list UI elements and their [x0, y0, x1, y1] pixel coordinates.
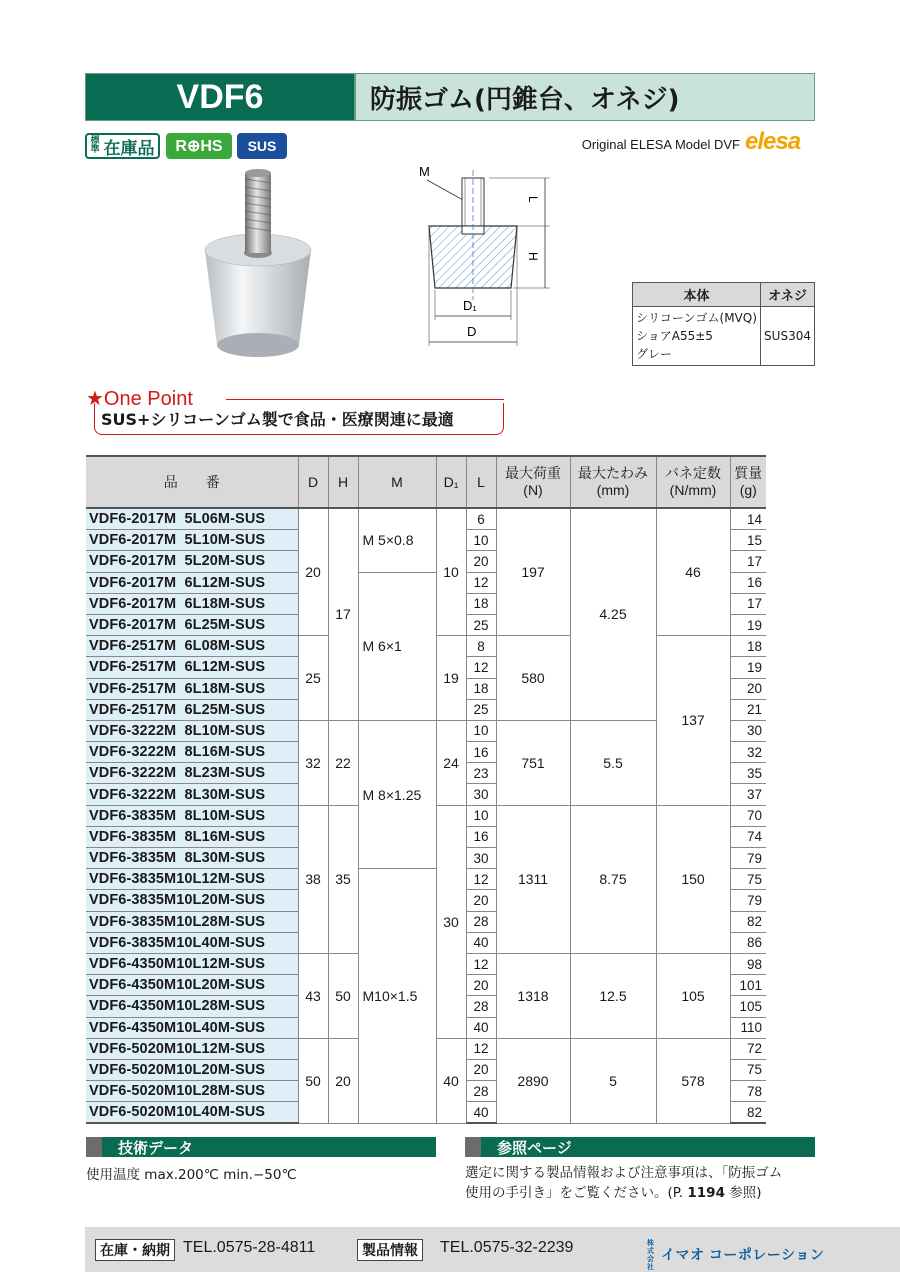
page-title: 防振ゴム(円錐台、オネジ) [355, 73, 815, 121]
cell-mass: 82 [730, 1102, 766, 1124]
company-name: イマオ コーポレーション [661, 1246, 825, 1263]
material-header-screw: オネジ [761, 283, 815, 307]
cell-part-number: VDF6-3222M 8L10M-SUS [86, 720, 298, 741]
cell-mass: 86 [730, 932, 766, 953]
cell-mass: 20 [730, 678, 766, 699]
col-header-h: H [328, 456, 358, 508]
col-header-d: D [298, 456, 328, 508]
cell-part-number: VDF6-3222M 8L16M-SUS [86, 742, 298, 763]
reference-line-2-text: 使用の手引き」をご覧ください。(P. [465, 1185, 688, 1201]
col-header-d1: D₁ [436, 456, 466, 508]
cell-part-number: VDF6-4350M10L12M-SUS [86, 953, 298, 974]
cell-l: 12 [466, 1038, 496, 1059]
material-table [632, 282, 815, 366]
cell-l: 16 [466, 742, 496, 763]
cell-part-number: VDF6-2517M 6L25M-SUS [86, 699, 298, 720]
col-header-spring-constant: バネ定数 (N/mm) [656, 456, 730, 508]
footer [85, 1227, 900, 1272]
material-body-line: ショアA55±5 [636, 329, 713, 343]
cell-part-number: VDF6-2017M 5L20M-SUS [86, 551, 298, 572]
cell-mass: 75 [730, 1059, 766, 1080]
cell-mass: 15 [730, 530, 766, 551]
cell-part-number: VDF6-5020M10L28M-SUS [86, 1081, 298, 1102]
col-header-max-load: 最大荷重 (N) [496, 456, 570, 508]
standard-stock-label: 在庫品 [103, 138, 155, 159]
cell-d1: 30 [436, 805, 466, 1038]
col-header-l: L [466, 456, 496, 508]
cell-mass: 79 [730, 848, 766, 869]
reference-heading [465, 1137, 815, 1157]
cell-l: 20 [466, 1059, 496, 1080]
cell-d1: 10 [436, 508, 466, 636]
tech-data-text: 使用温度 max.200℃ min.−50℃ [86, 1167, 297, 1183]
one-point-rule [226, 399, 504, 400]
cell-h: 35 [328, 805, 358, 953]
reference-text [465, 1163, 820, 1203]
cell-mass: 17 [730, 551, 766, 572]
product-code: VDF6 [85, 73, 355, 121]
cell-max-load: 1318 [496, 953, 570, 1038]
tech-data-heading [86, 1137, 436, 1157]
label-l: L [526, 196, 540, 203]
cell-mass: 18 [730, 636, 766, 657]
origin-text: Original ELESA Model DVF [581, 137, 740, 152]
label-h: H [526, 252, 540, 261]
elesa-logo: elesa [745, 128, 801, 155]
cell-l: 16 [466, 826, 496, 847]
cell-mass: 30 [730, 720, 766, 741]
cell-part-number: VDF6-3835M10L12M-SUS [86, 869, 298, 890]
cell-mass: 72 [730, 1038, 766, 1059]
cell-d: 38 [298, 805, 328, 953]
cell-mass: 101 [730, 975, 766, 996]
cell-d1: 40 [436, 1038, 466, 1123]
cell-part-number: VDF6-2517M 6L18M-SUS [86, 678, 298, 699]
cell-l: 25 [466, 699, 496, 720]
cell-l: 20 [466, 551, 496, 572]
cell-max-load: 580 [496, 636, 570, 721]
reference-page-link[interactable]: 1194 [687, 1185, 725, 1201]
tech-data-heading-text: 技術データ [118, 1138, 194, 1157]
cell-thread-m: M 6×1 [358, 572, 436, 720]
material-screw: SUS304 [761, 307, 815, 366]
cell-d: 43 [298, 953, 328, 1038]
cell-mass: 82 [730, 911, 766, 932]
cell-l: 25 [466, 614, 496, 635]
cell-l: 40 [466, 1017, 496, 1038]
cell-part-number: VDF6-5020M10L40M-SUS [86, 1102, 298, 1124]
reference-heading-text: 参照ページ [497, 1138, 572, 1157]
cell-max-deflection: 5 [570, 1038, 656, 1123]
col-header-m: M [358, 456, 436, 508]
cell-part-number: VDF6-2517M 6L12M-SUS [86, 657, 298, 678]
cell-max-deflection: 5.5 [570, 720, 656, 805]
table-row [86, 508, 766, 530]
cell-part-number: VDF6-3835M 8L16M-SUS [86, 826, 298, 847]
cell-h: 50 [328, 953, 358, 1038]
cell-part-number: VDF6-4350M10L28M-SUS [86, 996, 298, 1017]
cell-d1: 24 [436, 720, 466, 805]
label-d1: D₁ [463, 298, 477, 313]
cell-l: 12 [466, 953, 496, 974]
cell-mass: 70 [730, 805, 766, 826]
info-tel[interactable]: TEL.0575-32-2239 [440, 1239, 574, 1256]
cell-l: 6 [466, 508, 496, 530]
cell-max-load: 1311 [496, 805, 570, 953]
standard-small-label: 標準 [90, 136, 100, 155]
cell-l: 10 [466, 805, 496, 826]
cell-l: 28 [466, 1081, 496, 1102]
cell-l: 40 [466, 1102, 496, 1124]
cell-thread-m: M10×1.5 [358, 869, 436, 1124]
cell-part-number: VDF6-5020M10L20M-SUS [86, 1059, 298, 1080]
cell-part-number: VDF6-4350M10L20M-SUS [86, 975, 298, 996]
cell-l: 20 [466, 890, 496, 911]
stock-tel[interactable]: TEL.0575-28-4811 [183, 1239, 316, 1256]
cell-l: 12 [466, 572, 496, 593]
material-header-body: 本体 [633, 283, 761, 307]
cell-d: 20 [298, 508, 328, 636]
cell-part-number: VDF6-4350M10L40M-SUS [86, 1017, 298, 1038]
cell-mass: 37 [730, 784, 766, 805]
label-m: M [419, 164, 430, 179]
company-logo [647, 1240, 824, 1272]
cell-mass: 35 [730, 763, 766, 784]
cell-mass: 105 [730, 996, 766, 1017]
info-label: 製品情報 [357, 1239, 423, 1261]
col-header-mass: 質量 (g) [730, 456, 766, 508]
cell-part-number: VDF6-3835M 8L30M-SUS [86, 848, 298, 869]
cell-spring-constant: 105 [656, 953, 730, 1038]
cell-l: 28 [466, 996, 496, 1017]
cell-mass: 110 [730, 1017, 766, 1038]
cell-max-load: 2890 [496, 1038, 570, 1123]
cell-mass: 75 [730, 869, 766, 890]
cell-max-deflection: 12.5 [570, 953, 656, 1038]
cell-h: 22 [328, 720, 358, 805]
cell-spring-constant: 578 [656, 1038, 730, 1123]
reference-line-1: 選定に関する製品情報および注意事項は、「防振ゴム [465, 1165, 783, 1181]
stock-label: 在庫・納期 [95, 1239, 175, 1261]
cell-mass: 19 [730, 657, 766, 678]
cell-part-number: VDF6-2017M 6L25M-SUS [86, 614, 298, 635]
cell-l: 40 [466, 932, 496, 953]
cell-mass: 79 [730, 890, 766, 911]
cell-l: 28 [466, 911, 496, 932]
cell-mass: 16 [730, 572, 766, 593]
material-body-line: グレー [636, 347, 673, 361]
cell-l: 30 [466, 784, 496, 805]
company-prefix: 株式会社 [647, 1240, 655, 1271]
reference-line-2 [465, 1183, 820, 1203]
cell-max-load: 197 [496, 508, 570, 636]
cell-l: 10 [466, 530, 496, 551]
cell-d: 25 [298, 636, 328, 721]
cell-mass: 17 [730, 593, 766, 614]
cell-mass: 98 [730, 953, 766, 974]
cell-part-number: VDF6-3835M10L28M-SUS [86, 911, 298, 932]
cell-l: 8 [466, 636, 496, 657]
cell-part-number: VDF6-2017M 5L10M-SUS [86, 530, 298, 551]
one-point-text: SUS+シリコーンゴム製で食品・医療関連に最適 [94, 403, 504, 435]
cell-part-number: VDF6-2017M 6L18M-SUS [86, 593, 298, 614]
cell-part-number: VDF6-5020M10L12M-SUS [86, 1038, 298, 1059]
cell-l: 23 [466, 763, 496, 784]
cell-l: 30 [466, 848, 496, 869]
label-d: D [467, 324, 477, 339]
cell-l: 18 [466, 678, 496, 699]
cell-part-number: VDF6-3835M 8L10M-SUS [86, 805, 298, 826]
cell-part-number: VDF6-3222M 8L30M-SUS [86, 784, 298, 805]
cell-mass: 78 [730, 1081, 766, 1102]
cell-l: 20 [466, 975, 496, 996]
cell-mass: 32 [730, 742, 766, 763]
cell-d: 32 [298, 720, 328, 805]
cell-part-number: VDF6-3835M10L40M-SUS [86, 932, 298, 953]
cell-thread-m: M 8×1.25 [358, 720, 436, 868]
cell-spring-constant: 150 [656, 805, 730, 953]
cell-l: 12 [466, 657, 496, 678]
cell-h: 20 [328, 1038, 358, 1123]
cell-spring-constant: 46 [656, 508, 730, 636]
cell-d1: 19 [436, 636, 466, 721]
cell-part-number: VDF6-3835M10L20M-SUS [86, 890, 298, 911]
product-photo [195, 165, 335, 365]
dimension-drawing [405, 160, 565, 350]
cell-mass: 19 [730, 614, 766, 635]
cell-part-number: VDF6-3222M 8L23M-SUS [86, 763, 298, 784]
cell-mass: 14 [730, 508, 766, 530]
sus-badge: SUS [237, 133, 287, 159]
reference-line-2-end: 参照) [724, 1185, 762, 1201]
material-body-line: シリコーンゴム(MVQ) [636, 311, 757, 325]
cell-l: 12 [466, 869, 496, 890]
one-point-title: ★One Point [86, 388, 193, 410]
cell-spring-constant: 137 [656, 636, 730, 806]
cell-d: 50 [298, 1038, 328, 1123]
cell-mass: 21 [730, 699, 766, 720]
cell-max-deflection: 8.75 [570, 805, 656, 953]
cell-thread-m: M 5×0.8 [358, 508, 436, 572]
cell-h: 17 [328, 508, 358, 720]
cell-part-number: VDF6-2017M 5L06M-SUS [86, 508, 298, 530]
cell-part-number: VDF6-2017M 6L12M-SUS [86, 572, 298, 593]
cell-max-deflection: 4.25 [570, 508, 656, 720]
cell-l: 18 [466, 593, 496, 614]
cell-part-number: VDF6-2517M 6L08M-SUS [86, 636, 298, 657]
cell-max-load: 751 [496, 720, 570, 805]
col-header-max-deflection: 最大たわみ (mm) [570, 456, 656, 508]
cell-mass: 74 [730, 826, 766, 847]
standard-stock-badge [85, 133, 160, 159]
cell-l: 10 [466, 720, 496, 741]
spec-table [86, 455, 766, 1124]
col-header-part-number: 品 番 [86, 456, 298, 508]
rohs-badge: R⊕HS [166, 133, 232, 159]
